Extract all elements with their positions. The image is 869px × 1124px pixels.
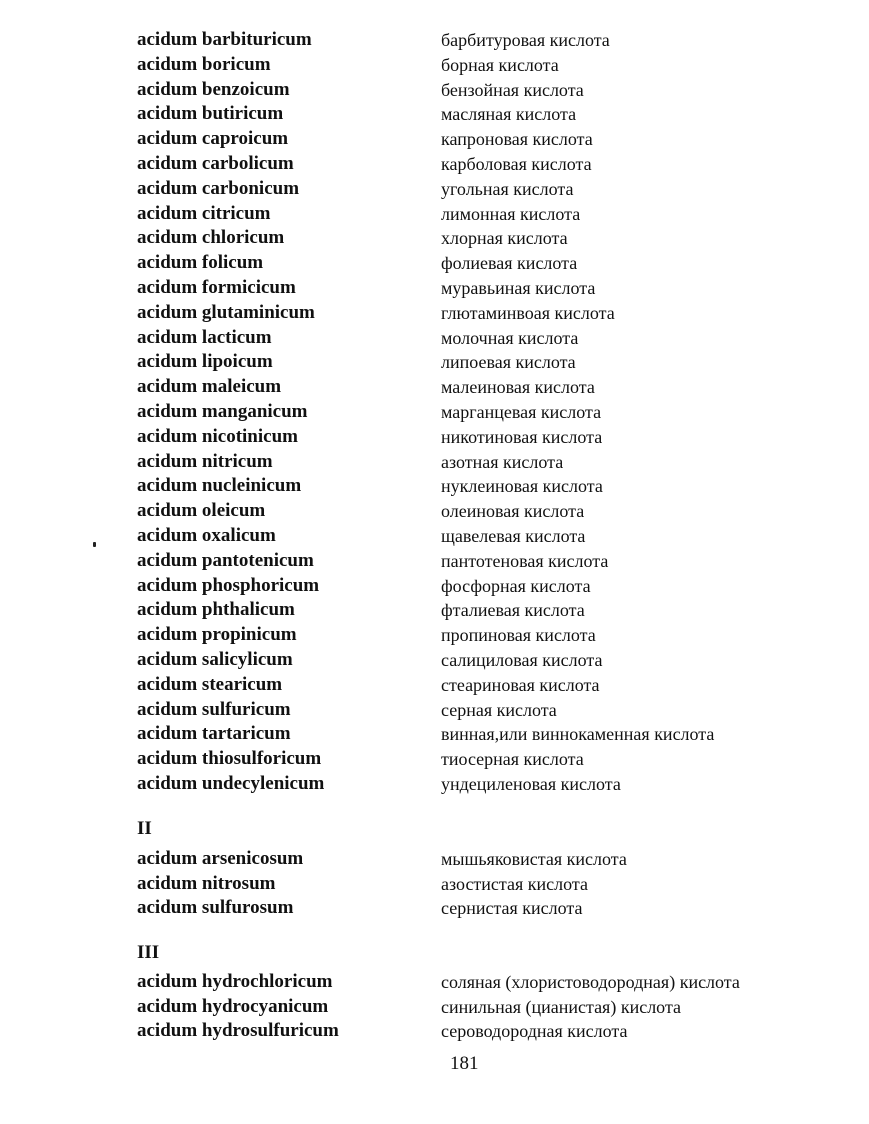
latin-term: acidum chloricum xyxy=(137,227,285,249)
russian-translation: стеариновая кислота xyxy=(441,674,600,695)
latin-term: acidum carbolicum xyxy=(137,153,294,174)
russian-translation: малеиновая кислота xyxy=(441,377,595,398)
latin-term: acidum phosphoricum xyxy=(137,574,320,596)
russian-translation: молочная кислота xyxy=(441,327,579,348)
russian-translation: никотиновая кислота xyxy=(441,426,603,447)
latin-term: acidum phthalicum xyxy=(137,599,295,621)
section-heading: III xyxy=(137,942,160,963)
russian-translation: фосфорная кислота xyxy=(441,575,591,596)
latin-term: acidum butiricum xyxy=(137,103,284,125)
russian-translation: серная кислота xyxy=(441,699,557,720)
latin-term: acidum hydrocyanicum xyxy=(137,995,329,1017)
latin-term: acidum glutaminicum xyxy=(137,301,315,323)
russian-translation: олеиновая кислота xyxy=(441,501,585,522)
russian-translation: хлорная кислота xyxy=(441,228,568,249)
latin-term: acidum undecylenicum xyxy=(137,773,325,794)
latin-term: acidum hydrochloricum xyxy=(137,971,333,992)
stray-mark xyxy=(93,542,96,547)
latin-term: acidum nitrosum xyxy=(137,872,276,894)
latin-term: acidum sulfuricum xyxy=(137,698,291,720)
russian-translation: азостистая кислота xyxy=(441,873,588,894)
latin-term: acidum formicicum xyxy=(137,277,296,298)
section-heading: II xyxy=(137,818,152,839)
russian-translation: пантотеновая кислота xyxy=(441,550,609,571)
latin-term: acidum oleicum xyxy=(137,500,266,522)
russian-translation: фталиевая кислота xyxy=(441,600,585,621)
latin-term: acidum propinicum xyxy=(137,624,297,646)
russian-translation: тиосерная кислота xyxy=(441,749,584,770)
russian-translation: ундециленовая кислота xyxy=(441,774,621,794)
russian-translation: лимонная кислота xyxy=(441,203,581,224)
latin-term: acidum carbonicum xyxy=(137,177,300,199)
latin-term: acidum thiosulforicum xyxy=(137,748,322,770)
russian-translation: бензойная кислота xyxy=(441,79,584,100)
russian-translation: угольная кислота xyxy=(441,178,574,199)
russian-translation: винная,или виннокаменная кислота xyxy=(441,724,715,745)
russian-translation: карболовая кислота xyxy=(441,154,592,174)
latin-term: acidum boricum xyxy=(137,53,271,75)
latin-term: acidum tartaricum xyxy=(137,723,291,745)
russian-translation: барбитуровая кислота xyxy=(441,30,610,50)
latin-term: acidum stearicum xyxy=(137,673,283,695)
russian-translation: глютаминвоая кислота xyxy=(441,302,615,323)
russian-translation: азотная кислота xyxy=(441,451,564,472)
latin-term: acidum caproicum xyxy=(137,128,289,150)
latin-term: acidum benzoicum xyxy=(137,78,290,100)
latin-term: acidum nucleinicum xyxy=(137,475,302,497)
latin-term: acidum oxalicum xyxy=(137,525,276,546)
russian-translation: соляная (хлористоводородная) кислота xyxy=(441,972,740,992)
latin-term: acidum hydrosulfuricum xyxy=(137,1020,339,1041)
russian-translation: сернистая кислота xyxy=(441,898,583,918)
russian-translation: салициловая кислота xyxy=(441,650,603,670)
latin-term: acidum sulfurosum xyxy=(137,897,294,918)
latin-term: acidum barbituricum xyxy=(137,29,312,50)
russian-translation: борная кислота xyxy=(441,54,559,75)
russian-translation: пропиновая кислота xyxy=(441,625,596,646)
russian-translation: капроновая кислота xyxy=(441,129,593,150)
latin-term: acidum maleicum xyxy=(137,376,282,398)
russian-translation: масляная кислота xyxy=(441,104,577,125)
russian-translation: нуклеиновая кислота xyxy=(441,476,603,497)
latin-term: acidum arsenicosum xyxy=(137,848,304,869)
russian-translation: марганцевая кислота xyxy=(441,402,602,422)
russian-translation: липоевая кислота xyxy=(441,352,576,373)
page-number: 181 xyxy=(450,1053,479,1074)
russian-translation: синильная (цианистая) кислота xyxy=(441,996,682,1017)
russian-translation: фолиевая кислота xyxy=(441,253,578,274)
russian-translation: сероводородная кислота xyxy=(441,1021,628,1041)
latin-term: acidum folicum xyxy=(137,252,264,274)
latin-term: acidum citricum xyxy=(137,202,271,224)
latin-term: acidum pantotenicum xyxy=(137,549,314,571)
latin-term: acidum nicotinicum xyxy=(137,425,298,447)
latin-term: acidum lacticum xyxy=(137,326,272,348)
latin-term: acidum nitricum xyxy=(137,450,273,472)
latin-term: acidum salicylicum xyxy=(137,649,293,670)
russian-translation: муравьиная кислота xyxy=(441,278,596,298)
latin-term: acidum manganicum xyxy=(137,401,308,422)
russian-translation: щавелевая кислота xyxy=(441,526,586,546)
russian-translation: мышьяковистая кислота xyxy=(441,849,627,869)
latin-term: acidum lipoicum xyxy=(137,351,273,373)
